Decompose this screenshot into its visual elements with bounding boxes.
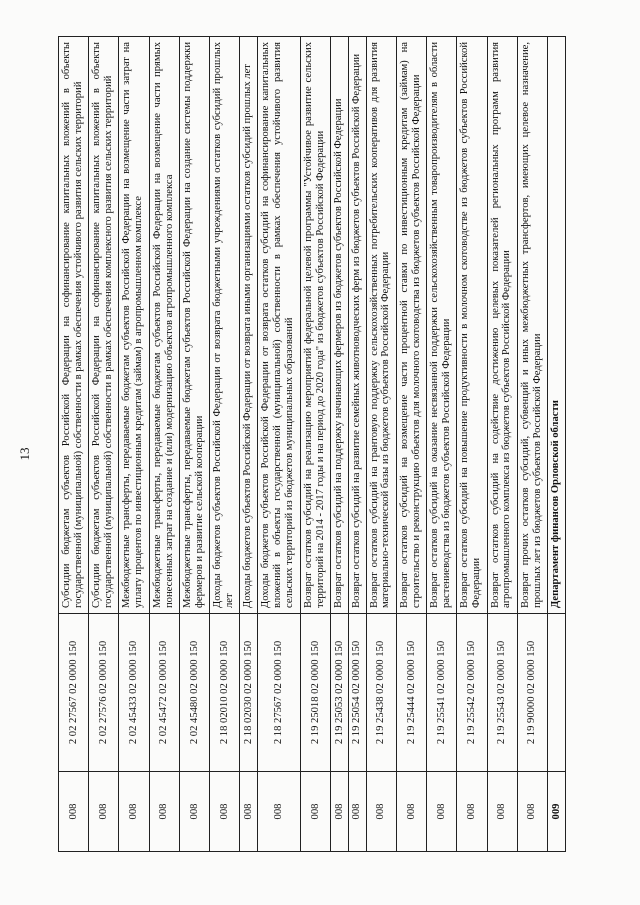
revenue-codes-table [58,36,566,852]
budget-code-cell: 2 19 25543 02 0000 150 [487,614,517,772]
table-row [457,37,487,852]
admin-code-cell: 008 [331,772,349,852]
table-row [59,37,89,852]
revenue-name-cell: Возврат остатков субсидий на возмещение части процентной ставки по инвестиционным кредитам (займам) на строительство и реконструкцию объектов для молочного скотоводства из бюджетов субъектов Российской Федерации [396,37,426,614]
budget-code-cell: 2 19 25438 02 0000 150 [366,614,396,772]
revenue-name-cell: Доходы бюджетов субъектов Российской Федерации от возврата бюджетными учреждениями остатков субсидий прошлых лет [210,37,240,614]
revenue-name-cell: Возврат остатков субсидий на реализацию мероприятий федеральной целевой программы "Устойчивое развитие сельских территорий на 2014 - 2017 годы и на период до 2020 года" из бюджетов субъектов Российской Федерации [300,37,330,614]
table-row [427,37,457,852]
table-row [487,37,517,852]
table-row [210,37,240,852]
budget-code-cell: 2 02 27576 02 0000 150 [89,614,119,772]
table-row [149,37,179,852]
admin-code-cell: 008 [427,772,457,852]
admin-code-cell: 008 [300,772,330,852]
table-row [348,37,366,852]
table-row [258,37,301,852]
budget-code-cell: 2 19 25541 02 0000 150 [427,614,457,772]
budget-code-cell: 2 19 25444 02 0000 150 [396,614,426,772]
table-row [300,37,330,852]
revenue-name-cell: Департамент финансов Орловской области [548,37,566,614]
revenue-name-cell: Возврат остатков субсидий на развитие семейных животноводческих ферм из бюджетов субъектов Российской Федерации [348,37,366,614]
revenue-name-cell: Возврат остатков субсидий на грантовую поддержку сельскохозяйственных потребительских кооперативов для развития материально-технической базы из бюджетов субъектов Российской Федерации [366,37,396,614]
admin-code-cell: 008 [149,772,179,852]
admin-code-cell: 008 [457,772,487,852]
admin-code-cell: 008 [396,772,426,852]
rotated-table-wrapper [58,37,566,852]
admin-code-cell: 008 [517,772,547,852]
table-row [119,37,149,852]
table-row [89,37,119,852]
table-row [517,37,547,852]
budget-code-cell: 2 18 02030 02 0000 150 [240,614,258,772]
budget-code-cell: 2 02 45433 02 0000 150 [119,614,149,772]
revenue-name-cell: Возврат остатков субсидий на поддержку начинающих фермеров из бюджетов субъектов Российской Федерации [331,37,349,614]
admin-code-cell: 009 [548,772,566,852]
revenue-name-cell: Возврат остатков субсидий на повышение продуктивности в молочном скотоводстве из бюджетов субъектов Российской Федерации [457,37,487,614]
admin-code-cell: 008 [89,772,119,852]
admin-code-cell: 008 [487,772,517,852]
budget-code-cell: 2 19 25054 02 0000 150 [348,614,366,772]
admin-code-cell: 008 [210,772,240,852]
table-row [396,37,426,852]
table-row [548,37,566,852]
admin-code-cell: 008 [258,772,301,852]
admin-code-cell: 008 [348,772,366,852]
budget-code-cell [548,614,566,772]
admin-code-cell: 008 [240,772,258,852]
revenue-name-cell: Межбюджетные трансферты, передаваемые бюджетам субъектов Российской Федерации на возмещение части затрат на уплату процентов по инвестиционным кредитам (займам) в агропромышленном комплексе [119,37,149,614]
revenue-name-cell: Возврат остатков субсидий на оказание несвязанной поддержки сельскохозяйственным товаропроизводителям в области растениеводства из бюджетов субъектов Российской Федерации [427,37,457,614]
revenue-name-cell: Межбюджетные трансферты, передаваемые бюджетам субъектов Российской Федерации на возмещение части прямых понесенных затрат на создание и (или) модернизацию объектов агропромышленного комплекса [149,37,179,614]
table-row [179,37,209,852]
revenue-name-cell: Возврат прочих остатков субсидий, субвенций и иных межбюджетных трансфертов, имеющих целевое назначение, прошлых лет из бюджетов субъектов Российской Федерации [517,37,547,614]
admin-code-cell: 008 [59,772,89,852]
page-number: 13 [17,447,32,461]
table-row [331,37,349,852]
table-row [366,37,396,852]
budget-code-cell: 2 02 45472 02 0000 150 [149,614,179,772]
revenue-name-cell: Межбюджетные трансферты, передаваемые бюджетам субъектов Российской Федерации на создание системы поддержки фермеров и развитие сельской кооперации [179,37,209,614]
budget-code-cell: 2 02 27567 02 0000 150 [59,614,89,772]
budget-code-cell: 2 19 25053 02 0000 150 [331,614,349,772]
admin-code-cell: 008 [119,772,149,852]
revenue-name-cell: Субсидии бюджетам субъектов Российской Федерации на софинансирование капитальных вложений в объекты государственной (муниципальной) собственности в рамках обеспечения комплексного развития сельских территорий [89,37,119,614]
revenue-name-cell: Доходы бюджетов субъектов Российской Федерации от возврата иными организациями остатков субсидий прошлых лет [240,37,258,614]
revenue-name-cell: Доходы бюджетов субъектов Российской Федерации от возврата остатков субсидий на софинансирование капитальных вложений в объекты государственной (муниципальной) собственности в рамках обеспечения устойчивого развития сельских территорий из бюджетов муниципальных образований [258,37,301,614]
budget-code-cell: 2 19 25018 02 0000 150 [300,614,330,772]
budget-code-cell: 2 18 27567 02 0000 150 [258,614,301,772]
budget-code-cell: 2 19 90000 02 0000 150 [517,614,547,772]
table-row [240,37,258,852]
budget-code-cell: 2 18 02010 02 0000 150 [210,614,240,772]
revenue-name-cell: Субсидии бюджетам субъектов Российской Федерации на софинансирование капитальных вложений в объекты государственной (муниципальной) собственности в рамках обеспечения устойчивого развития сельских территорий [59,37,89,614]
admin-code-cell: 008 [366,772,396,852]
admin-code-cell: 008 [179,772,209,852]
budget-code-cell: 2 19 25542 02 0000 150 [457,614,487,772]
revenue-name-cell: Возврат остатков субсидий на содействие достижению целевых показателей региональных программ развития агропромышленного комплекса из бюджетов субъектов Российской Федерации [487,37,517,614]
budget-code-cell: 2 02 45480 02 0000 150 [179,614,209,772]
